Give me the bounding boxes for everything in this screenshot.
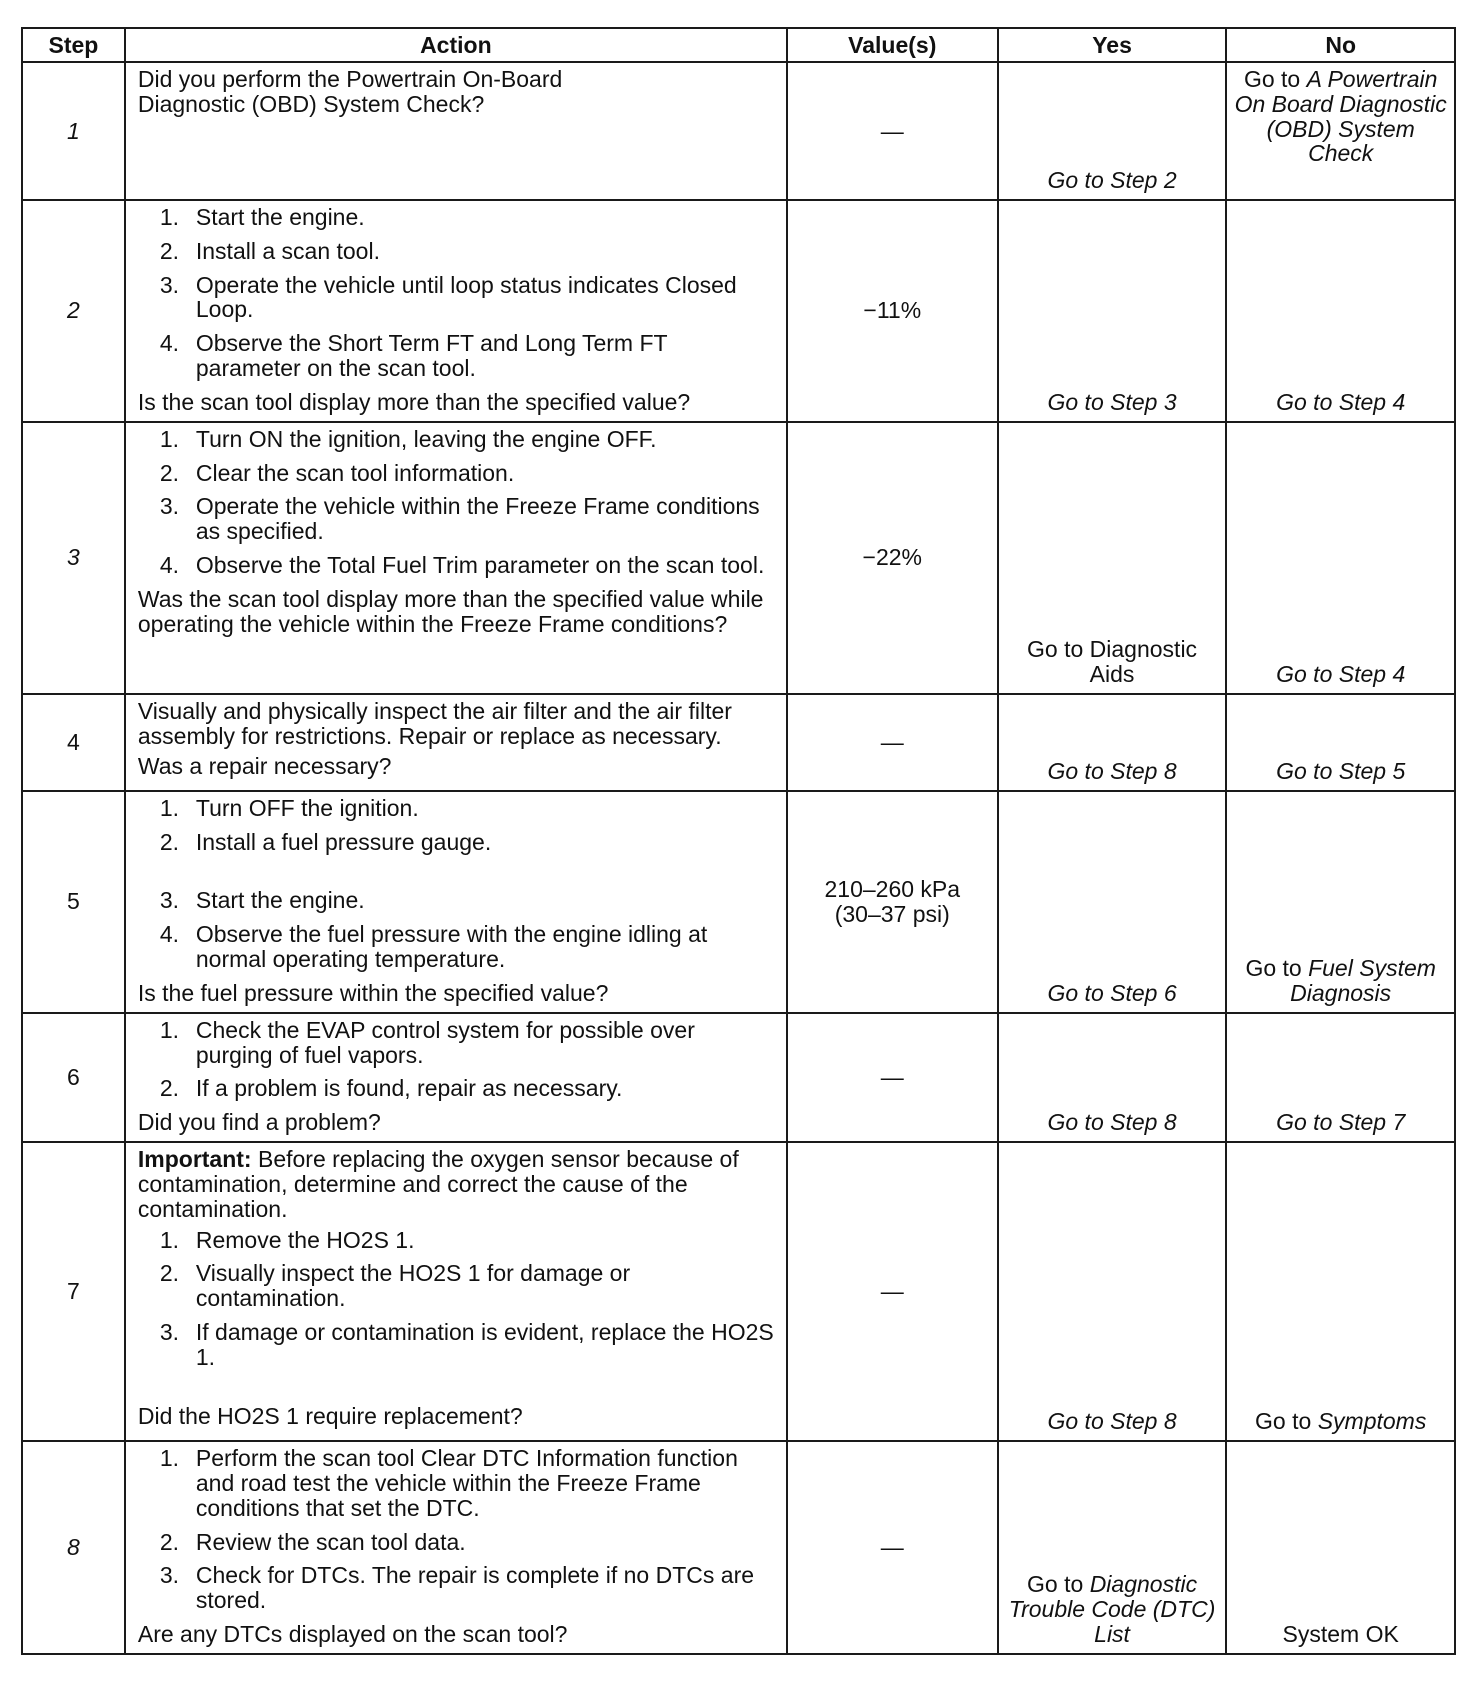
list-item-text: Turn OFF the ignition. — [195, 794, 419, 821]
list-item: 1. Check the EVAP control system for possible over purging of fuel vapors. — [159, 1016, 695, 1068]
action-steps — [138, 1446, 776, 1613]
no-reference: Symptoms — [1317, 1408, 1427, 1435]
list-item: 2. Install a scan tool. — [159, 237, 380, 264]
list-item-text: If a problem is found, repair as necessary. — [195, 1075, 623, 1102]
list-item: 1. Turn OFF the ignition. — [159, 794, 419, 821]
list-item-text: Review the scan tool data. — [195, 1528, 466, 1555]
value-cell — [787, 791, 998, 1013]
list-item: 1. Perform the scan tool Clear DTC Information function and road test the vehicle within the Freeze Frame conditions that set the DTC. — [159, 1445, 738, 1521]
step-number: 6 — [22, 1013, 125, 1142]
list-item-text: Visually inspect the HO2S 1 for damage or contamination. — [195, 1260, 631, 1312]
action-cell — [125, 1441, 787, 1654]
action-question: Is the scan tool display more than the specified value? — [137, 388, 691, 415]
step-number: 5 — [22, 791, 125, 1013]
list-item: 2. Visually inspect the HO2S 1 for damage or contamination. — [159, 1260, 631, 1312]
action-cell — [125, 791, 787, 1013]
list-item-text: Perform the scan tool Clear DTC Information function and road test the vehicle within the Freeze Frame conditions that set the DTC. — [195, 1445, 738, 1521]
action-question: Is the fuel pressure within the specified value? — [137, 979, 609, 1006]
value-psi: (30–37 psi) — [834, 900, 950, 927]
no-prefix: Go to — [1245, 955, 1309, 982]
list-item-text: Install a fuel pressure gauge. — [195, 828, 492, 855]
step-number: 2 — [22, 200, 125, 422]
list-item-text: Start the engine. — [195, 887, 365, 914]
list-item: 2. If a problem is found, repair as necessary. — [159, 1075, 623, 1102]
list-item: 2. Review the scan tool data. — [159, 1528, 466, 1555]
no-cell: Go to Step 4 — [1226, 200, 1455, 422]
important-text: Before replacing the oxygen sensor because of contamination, determine and correct the cause of the contamination. — [137, 1146, 739, 1222]
list-item-text: Check for DTCs. The repair is complete if no DTCs are stored. — [195, 1562, 755, 1614]
list-item: 3. Start the engine. — [159, 887, 365, 914]
value-cell: −11% — [787, 200, 998, 422]
action-text: Visually and physically inspect the air filter and the air filter assembly for restrictions. Repair or replace as necessary. — [137, 697, 732, 749]
header-action: Action — [125, 28, 787, 62]
no-cell — [1226, 791, 1455, 1013]
action-steps — [138, 1018, 776, 1101]
value-cell: −22% — [787, 422, 998, 694]
list-item: 2. Clear the scan tool information. — [159, 459, 515, 486]
action-question: Was the scan tool display more than the specified value while operating the vehicle within the Freeze Frame conditions? — [137, 585, 764, 637]
table-row-step-3 — [22, 422, 1455, 694]
yes-cell: Go to Step 6 — [998, 791, 1227, 1013]
value-cell: — — [787, 1013, 998, 1142]
list-item-text: Check the EVAP control system for possible over purging of fuel vapors. — [195, 1016, 695, 1068]
list-item: 4. Observe the fuel pressure with the engine idling at normal operating temperature. — [159, 921, 708, 973]
list-item: 1. Remove the HO2S 1. — [159, 1226, 415, 1253]
table-row-step-6 — [22, 1013, 1455, 1142]
list-item: 1. Turn ON the ignition, leaving the engine OFF. — [159, 425, 657, 452]
no-cell — [1226, 62, 1455, 200]
no-cell — [1226, 1142, 1455, 1441]
header-values: Value(s) — [787, 28, 998, 62]
no-prefix: Go to — [1255, 1408, 1318, 1435]
list-item-text: Remove the HO2S 1. — [195, 1226, 415, 1253]
no-cell: Go to Step 7 — [1226, 1013, 1455, 1142]
no-prefix: Go to — [1243, 66, 1307, 92]
table-row-step-1 — [22, 62, 1455, 200]
action-cell — [125, 1142, 787, 1441]
important-label: Important: — [137, 1146, 252, 1173]
table-row-step-4 — [22, 694, 1455, 791]
no-cell: Go to Step 5 — [1226, 694, 1455, 791]
important-note — [138, 1147, 776, 1221]
yes-cell: Go to Diagnostic Aids — [998, 422, 1227, 694]
action-cell — [125, 694, 787, 791]
yes-reference: Diagnostic Trouble Code (DTC) List — [1008, 1571, 1216, 1648]
list-item: 2. Install a fuel pressure gauge. — [159, 828, 492, 855]
step-number: 1 — [22, 62, 125, 200]
action-cell — [125, 62, 787, 200]
action-question: Did the HO2S 1 require replacement? — [137, 1402, 523, 1429]
list-item-text: Turn ON the ignition, leaving the engine OFF. — [195, 425, 657, 452]
list-item: 4. Observe the Short Term FT and Long Term FT parameter on the scan tool. — [159, 330, 668, 382]
action-cell — [125, 200, 787, 422]
step-number: 4 — [22, 694, 125, 791]
list-item: 3. Operate the vehicle within the Freeze Frame conditions as specified. — [159, 493, 760, 545]
no-reference: A Powertrain On Board Diagnostic (OBD) System Check — [1234, 66, 1447, 167]
step-number: 7 — [22, 1142, 125, 1441]
action-cell — [125, 422, 787, 694]
step-number: 3 — [22, 422, 125, 694]
action-cell — [125, 1013, 787, 1142]
list-item: 3. Operate the vehicle until loop status indicates Closed Loop. — [159, 271, 737, 323]
list-item-text: Operate the vehicle until loop status indicates Closed Loop. — [195, 271, 737, 323]
no-cell: Go to Step 4 — [1226, 422, 1455, 694]
yes-prefix: Go to — [1027, 1571, 1090, 1598]
diagnostic-table — [21, 27, 1456, 1655]
list-item-text: Observe the fuel pressure with the engine idling at normal operating temperature. — [195, 921, 708, 973]
header-row — [22, 28, 1455, 62]
action-steps — [138, 796, 776, 972]
yes-cell: Go to Step 3 — [998, 200, 1227, 422]
no-reference: Fuel System Diagnosis — [1290, 955, 1436, 1006]
action-question: Did you find a problem? — [137, 1109, 381, 1136]
yes-cell: Go to Step 8 — [998, 694, 1227, 791]
header-yes: Yes — [998, 28, 1227, 62]
step-number: 8 — [22, 1441, 125, 1654]
header-no: No — [1226, 28, 1455, 62]
list-item-text: Install a scan tool. — [195, 237, 380, 264]
action-text: Did you perform the Powertrain On-Board Diagnostic (OBD) System Check? — [137, 66, 563, 117]
yes-cell — [998, 1441, 1227, 1654]
action-steps — [138, 205, 776, 381]
table-row-step-5 — [22, 791, 1455, 1013]
no-cell: System OK — [1226, 1441, 1455, 1654]
header-step: Step — [22, 28, 125, 62]
yes-cell: Go to Step 8 — [998, 1013, 1227, 1142]
list-item-text: Start the engine. — [195, 204, 365, 230]
list-item-text: Operate the vehicle within the Freeze Frame conditions as specified. — [195, 493, 760, 545]
list-item-text: Clear the scan tool information. — [195, 459, 515, 486]
value-cell: — — [787, 694, 998, 791]
list-item: 4. Observe the Total Fuel Trim parameter on the scan tool. — [159, 552, 765, 579]
value-cell: — — [787, 1142, 998, 1441]
list-item: 1. Start the engine. — [159, 204, 365, 230]
table-row-step-7 — [22, 1142, 1455, 1441]
list-item-text: If damage or contamination is evident, replace the HO2S 1. — [195, 1319, 774, 1370]
list-item: 3. Check for DTCs. The repair is complete if no DTCs are stored. — [159, 1562, 755, 1614]
yes-cell: Go to Step 2 — [998, 62, 1227, 200]
action-question: Was a repair necessary? — [137, 753, 392, 780]
list-item-text: Observe the Total Fuel Trim parameter on the scan tool. — [195, 552, 765, 579]
value-cell: — — [787, 1441, 998, 1654]
yes-cell: Go to Step 8 — [998, 1142, 1227, 1441]
action-question: Are any DTCs displayed on the scan tool? — [137, 1621, 568, 1648]
action-steps — [138, 427, 776, 578]
action-steps — [138, 1228, 776, 1370]
list-item-text: Observe the Short Term FT and Long Term FT parameter on the scan tool. — [195, 330, 668, 382]
table-row-step-8 — [22, 1441, 1455, 1654]
list-item: 3. If damage or contamination is evident, replace the HO2S 1. — [159, 1319, 774, 1370]
value-cell: — — [787, 62, 998, 200]
table-row-step-2 — [22, 200, 1455, 422]
value-kpa: 210–260 kPa — [824, 875, 961, 902]
